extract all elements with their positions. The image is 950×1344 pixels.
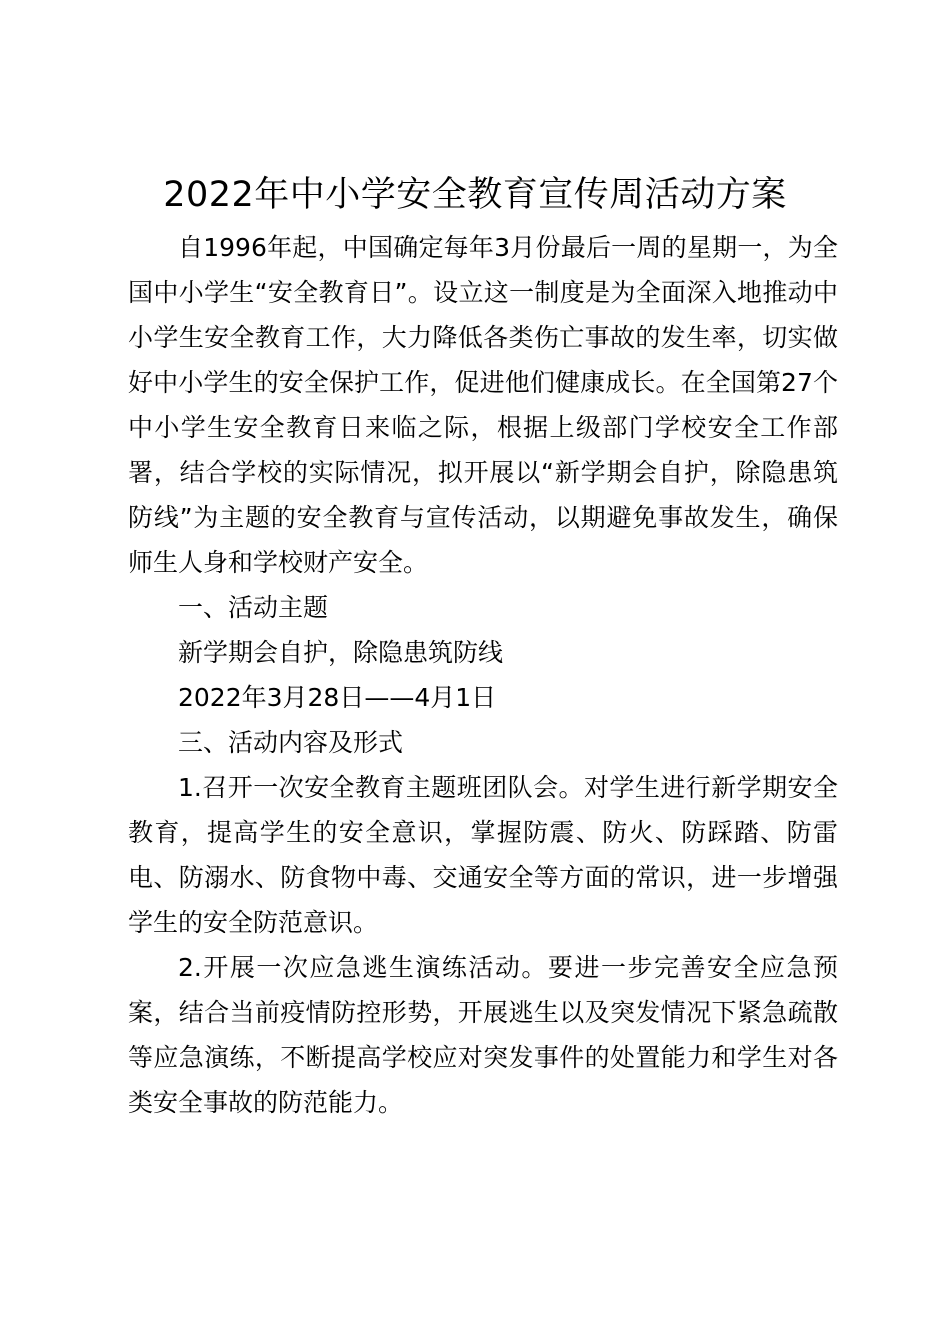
theme-content: 新学期会自护，除隐患筑防线 xyxy=(178,638,504,667)
intro-paragraph: 自1996年起，中国确定每年3月份最后一周的星期一，为全国中小学生“安全教育日”。设立这一制度是为全面深入地推动中小学生安全教育工作，大力降低各类伤亡事故的发生率，切实做好中小学生的安全保护工作，促进他们健康成长。在全国第27个中小学生安全教育日来临之际，根据上级部门学校安全工作部署，结合学校的实际情况，拟开展以“新学期会自护，除隐患筑防线”为主题的安全教育与宣传活动，以期避免事故发生，确保师生人身和学校财产安全。 xyxy=(128,233,838,577)
section-heading-theme: 一、活动主题 xyxy=(178,593,329,622)
section-heading-content-form: 三、活动内容及形式 xyxy=(178,728,404,757)
document-title: 2022年中小学安全教育宣传周活动方案 xyxy=(163,175,787,215)
content-item-1: 1.召开一次安全教育主题班团队会。对学生进行新学期安全教育，提高学生的安全意识，掌握防震、防火、防踩踏、防雷电、防溺水、防食物中毒、交通安全等方面的常识，进一步增强学生的安全防范意识。 xyxy=(128,773,838,937)
document-body xyxy=(128,225,838,1125)
content-item-2: 2.开展一次应急逃生演练活动。要进一步完善安全应急预案，结合当前疫情防控形势，开展逃生以及突发情况下紧急疏散等应急演练，不断提高学校应对突发事件的处置能力和学生对各类安全事故的防范能力。 xyxy=(128,953,838,1117)
activity-date-range: 2022年3月28日——4月1日 xyxy=(178,683,497,712)
